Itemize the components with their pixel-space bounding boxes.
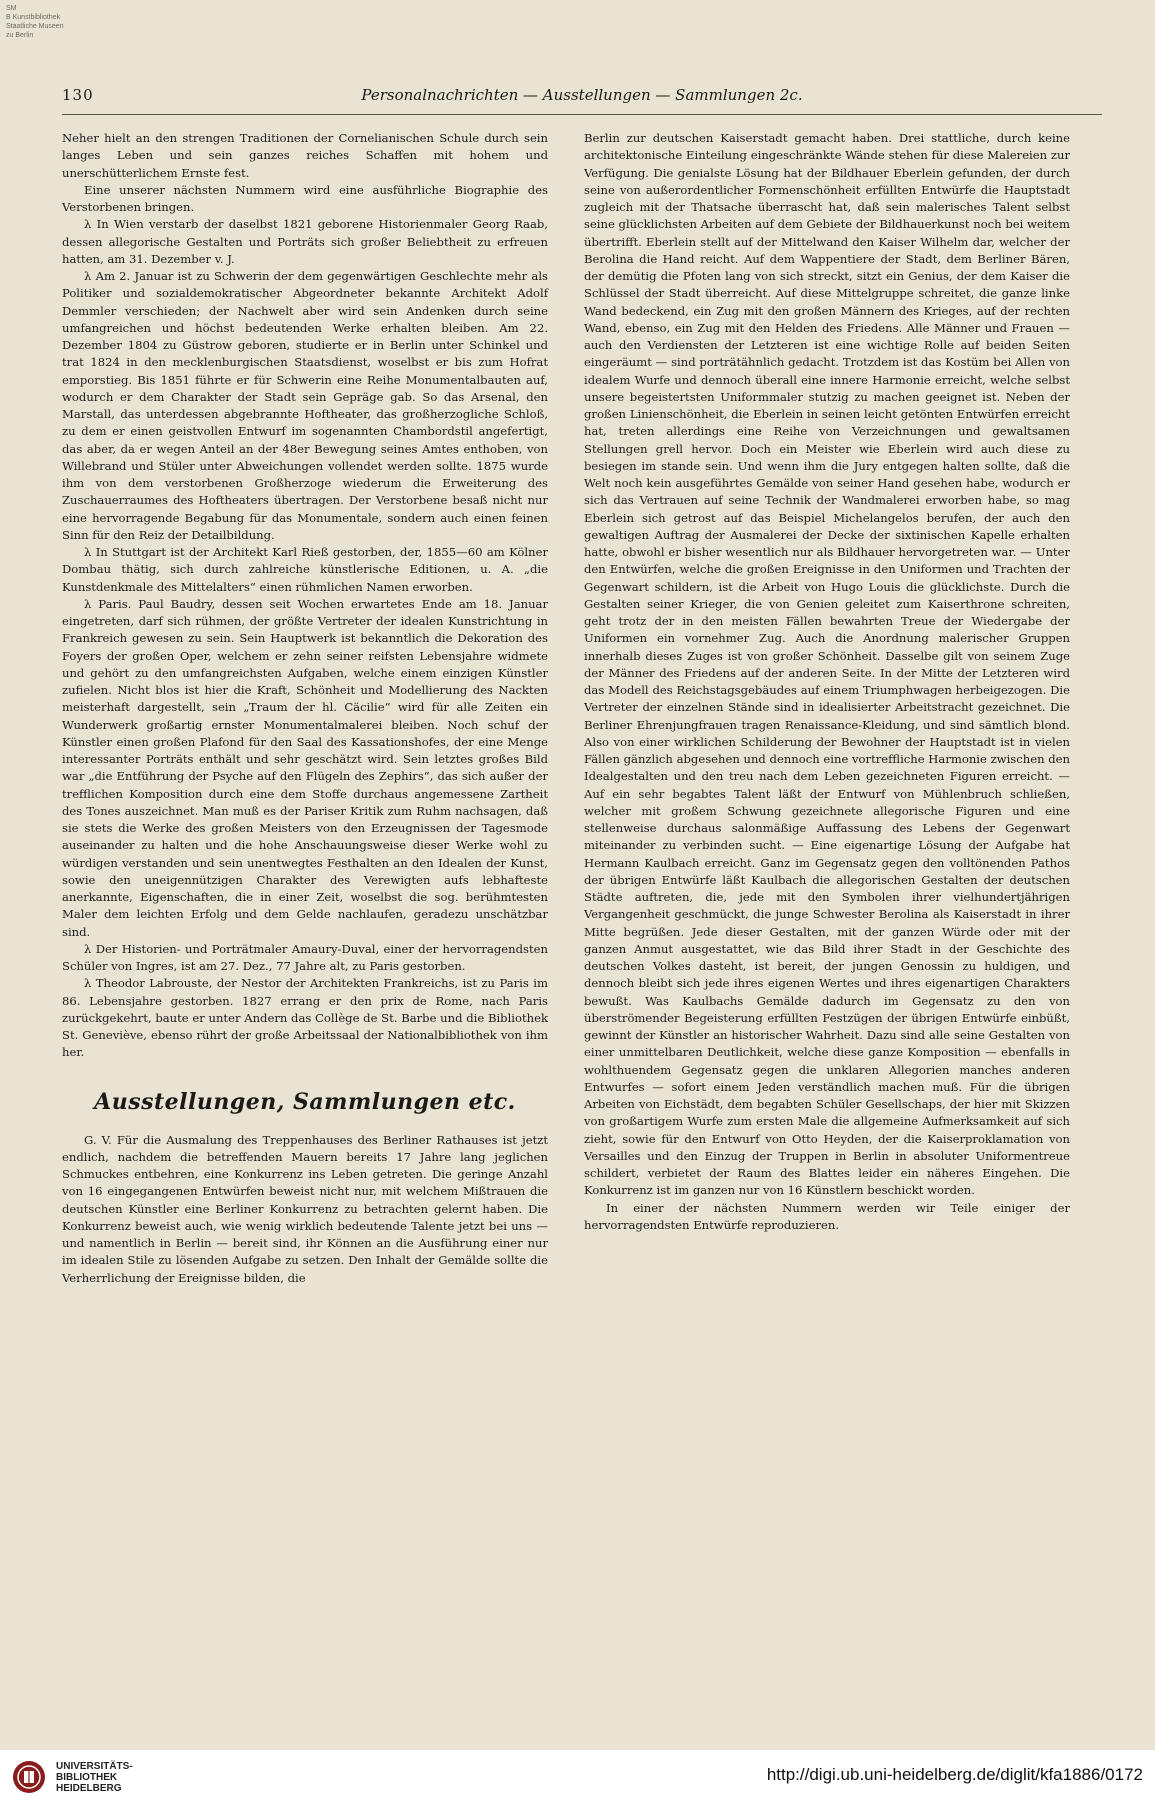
university-seal-icon [12,1760,46,1794]
paragraph: In einer der nächsten Nummern werden wir Teile einiger der hervorragendsten Entwürfe reproduzieren. [584,1200,1070,1232]
footer-bar [0,1750,1155,1799]
paragraph: Berlin zur deutschen Kaiserstadt gemacht haben. Drei stattliche, durch keine architektonische Einteilung eingeschränkte Wände stehen für diese Malereien zur Verfügung. Die genialste Lösung hat der Bildhauer Eberlein gefunden, der durch seine von außerordentlicher Formenschönheit erfüllten Entwürfe die Hauptstadt zugleich mit der Thatsache überrascht hat, daß sein malerisches Talent selbst seine glücklichsten Arbeiten auf dem Gebiete der Bildhauerkunst noch bei weitem übertrifft. Eberlein stellt auf der Mittelwand den Kaiser Wilhelm dar, welcher der Berolina die Hand reicht. Auf dem Wappentiere der Stadt, dem Berliner Bären, der demütig die Pfoten lang von sich streckt, sitzt ein Genius, der dem Kaiser die Schlüssel der Stadt überreicht. Auf diese Mittelgruppe schreitet, die ganze linke Wand bedeckend, ein Zug mit den großen Männern des Krieges, auf der rechten Wand, ebenso, ein Zug mit den Helden des Friedens. Alle Männer und Frauen — auch den Verdiensten der Letzteren ist eine wichtige Rolle auf beiden Seiten eingeräumt — sind porträtähnlich gedacht. Trotzdem ist das Kostüm bei Allen von idealem Wurfe und dennoch überall eine innere Harmonie erreicht, welche selbst unsere begeistertsten Uniformmaler stutzig zu machen geeignet ist. Neben der großen Linienschönheit, die Eberlein in seinen leicht getönten Entwürfen erreicht hat, treten allerdings eine Reihe von Verzeichnungen und gewaltsamen Stellungen grell hervor. Doch ein Meister wie Eberlein wird auch diese zu besiegen im stande sein. Und wenn ihm die Jury entgegen halten sollte, daß die Welt noch kein ausgeführtes Gemälde von seiner Hand gesehen habe, wodurch er sich das Vertrauen auf seine Technik der Wandmalerei erworben habe, so mag Eberlein sich getrost auf das Beispiel Michelangelos berufen, der auch den gewaltigen Auftrag der Ausmalerei der Decke der sixtinischen Kapelle erhalten hatte, obwohl er bisher wesentlich nur als Bildhauer hervorgetreten war. — Unter den Entwürfen, welche die großen Ereignisse in den Uniformen und Trachten der Gegenwart schildern, ist die Arbeit von Hugo Louis die glücklichste. Durch die Gestalten seiner Krieger, die von Genien geleitet zum Kaiserthrone schreiten, geht trotz der in den meisten Fällen bewahrten Treue der Wiedergabe der Uniformen ein vornehmer Zug. Auch die Anordnung malerischer Gruppen innerhalb dieses Zuges ist von großer Schönheit. Dasselbe gilt von seinem Zuge der Männer des Friedens auf der anderen Seite. In der Mitte der Letzteren wird das Modell des Reichstagsgebäudes auf einem Triumphwagen herbeigezogen. Die Vertreter der einzelnen Stände sind in idealisierter Arbeitstracht gezeichnet. Die Berliner Ehrenjungfrauen tragen Renaissance-Kleidung, und sind sämtlich blond. Also von einer wirklichen Schilderung der Bewohner der Hauptstadt ist in vielen Fällen gänzlich abgesehen und dennoch eine vortreffliche Harmonie zwischen den Idealgestalten und den treu nach dem Leben gezeichneten Figuren erreicht. — Auf ein sehr begabtes Talent läßt der Entwurf von Mühlenbruch schließen, welcher mit großem Schwung gezeichnete allegorische Figuren und eine stellenweise durchaus salonmäßige Auffassung des Lebens der Gegenwart miteinander zu verbinden sucht. — Eine eigenartige Lösung der Aufgabe hat Hermann Kaulbach erreicht. Ganz im Gegensatz gegen den volltönenden Pathos der übrigen Entwürfe läßt Kaulbach die allegorischen Gestalten der deutschen Städte auftreten, die, jede mit den Symbolen ihrer vielhundertjährigen Vergangenheit geschmückt, die junge Schwester Berolina als Kaiserstadt in ihrer Mitte begrüßen. Jede dieser Gestalten, mit der ganzen Würde oder mit der ganzen Anmut ausgestattet, wie das Bild ihrer Stadt in der Geschichte des deutschen Volkes dasteht, ist bereit, der jungen Genossin zu huldigen, und dennoch bleibt sich jede ihres eigenen Wertes und ihres eigenartigen Charakters bewußt. Was Kaulbachs Gemälde dadurch im Gegensatz zu den von überströmender Begeisterung erfüllten Festzügen der übrigen Entwürfe einbüßt, gewinnt der Künstler an historischer Wahrheit. Dazu sind alle seine Gestalten von einer unmittelbaren Deutlichkeit, welche diese ganze Komposition — ebenfalls in wohlthuendem Gegensatz gegen die unklaren Allegorien manches anderen Entwurfes — sofort einem Jeden verständlich machen muß. Für die übrigen Arbeiten von Eichstädt, dem begabten Schüler Gesellschaps, der hier mit Skizzen von großartigem Wurfe zum ersten Male die allgemeine Aufmerksamkeit auf sich zieht, sowie für den Entwurf von Otto Heyden, der die Kaiserproklamation von Versailles und den Einzug der Truppen in Berlin in absoluter Uniformentreue schildert, verbietet der Raum des Blattes leider ein näheres Eingehen. Die Konkurrenz ist im ganzen nur von 16 Künstlern beschickt worden. [584,131,1071,1198]
paragraph: λ Paris. Paul Baudry, dessen seit Wochen erwartetes Ende am 18. Januar eingetreten, darf sich rühmen, der größte Vertreter der idealen Kunstrichtung in Frankreich gewesen zu sein. Sein Hauptwerk ist bekanntlich die Dekoration des Foyers der großen Oper, welchem er zehn seiner reifsten Lebensjahre widmete und gehört zu den umfangreichsten Aufgaben, welche einem einzigen Künstler zufielen. Nicht blos ist hier die Kraft, Schönheit und Modellierung des Nackten meisterhaft dargestellt, sein „Traum der hl. Cäcilie“ wird für alle Zeiten ein Wunderwerk großartig ernster Monumentalmalerei bleiben. Noch schuf der Künstler einen großen Plafond für den Saal des Kassationshofes, der eine Menge interessanter Porträts enthält und sehr geschätzt wird. Sein letztes großes Bild war „die Entführung der Psyche auf den Flügeln des Zephirs“, das sich außer der trefflichen Komposition durch eine dem Stoffe durchaus angemessene Zartheit des Tones auszeichnet. Man muß es der Pariser Kritik zum Ruhm nachsagen, daß sie stets die Werke des großen Meisters von den Erzeugnissen der Tagesmode auseinander zu halten und die hohe Anschauungsweise dieser Werke wohl zu würdigen verstanden und sein unentwegtes Festhalten an den Idealen der Kunst, sowie den uneigennützigen Charakter des Verewigten aufs lebhafteste anerkannte, Eigenschaften, die in einer Zeit, woselbst die sog. berühmtesten Maler dem leichten Erfolg und dem Gelde nachlaufen, geradezu unschätzbar sind. [62,596,548,939]
header-rule [62,114,1102,115]
paragraph: λ Der Historien- und Porträtmaler Amaury-Duval, einer der hervorragendsten Schüler von Ingres, ist am 27. Dez., 77 Jahre alt, zu Paris gestorben. [62,941,548,973]
right-column [584,130,1070,1234]
permalink-url[interactable]: http://digi.ub.uni-heidelberg.de/diglit/kfa1886/0172 [766,1765,1143,1784]
paragraph: λ Am 2. Januar ist zu Schwerin der dem gegenwärtigen Geschlechte mehr als Politiker und sozialdemokratischer Abgeordneter bekannte Architekt Adolf Demmler verschieden; der Nachwelt aber wird sein Andenken durch seine umfangreichen und höchst bedeutenden Werke erhalten bleiben. Am 22. Dezember 1804 zu Güstrow geboren, studierte er in Berlin unter Schinkel und trat 1824 in den mecklenburgischen Staatsdienst, woselbst er bis zum Hofrat emporstieg. Bis 1851 führte er für Schwerin eine Reihe Monumentalbauten auf, wodurch er dem Charakter der Stadt sein Gepräge gab. So das Arsenal, den Marstall, das unterdessen abgebrannte Hoftheater, das großherzogliche Schloß, zu dem er einen geistvollen Entwurf im sogenannten Chambordstil angefertigt, das aber, da er wegen Anteil an der 48er Bewegung seines Amtes enthoben, von Willebrand und Stüler unter Abweichungen vollendet werden sollte. 1875 wurde ihm von dem verstorbenen Großherzoge wiederum die Erweiterung des Zuschauerraumes des Hoftheaters übertragen. Der Verstorbene besaß nicht nur eine hervorragende Begabung für das Monumentale, sondern auch einen feinen Sinn für den Reiz der Detailbildung. [62,269,548,542]
page-header [62,86,1102,110]
paragraph: λ Theodor Labrouste, der Nestor der Architekten Frankreichs, ist zu Paris im 86. Lebensjahre gestorben. 1827 errang er den prix de Rome, nach Paris zurückgekehrt, baute er unter Andern das Collège de St. Barbe und die Bibliothek St. Geneviève, ebenso rührt der große Arbeitssaal der Nationalbibliothek von ihm her. [62,976,548,1060]
stamp-line: B Kunstbibliothek [6,14,61,21]
paragraph: G. V. Für die Ausmalung des Treppenhauses des Berliner Rathauses ist jetzt endlich, nachdem die betreffenden Mauern bereits 17 Jahre lang jeglichen Schmuckes entbehren, eine Konkurrenz ins Leben getreten. Die geringe Anzahl von 16 eingegangenen Entwürfen beweist nicht nur, mit welchem Mißtrauen die deutschen Künstler eine Berliner Konkurrenz zu betrachten gelernt haben. Die Konkurrenz beweist auch, wie wenig wirklich bedeutende Talente jetzt bei uns — und namentlich in Berlin — bereit sind, ihr Können an die Ausführung einer nur im idealen Stile zu lösenden Aufgabe zu setzen. Den Inhalt der Gemälde sollte die Verherrlichung der Ereignisse bilden, die [62,1132,548,1285]
library-name-line: HEIDELBERG [56,1783,122,1794]
paragraph: Eine unserer nächsten Nummern wird eine ausführliche Biographie des Verstorbenen bringen. [62,182,548,214]
left-column [62,130,548,1287]
paragraph: λ In Stuttgart ist der Architekt Karl Rieß gestorben, der, 1855—60 am Kölner Dombau thätig, sich durch zahlreiche künstlerische Editionen, u. A. „die Kunstdenkmale des Mittelalters“ einen rühmlichen Namen erworben. [62,545,548,594]
paragraph: λ In Wien verstarb der daselbst 1821 geborene Historienmaler Georg Raab, dessen allegorische Gestalten und Porträts sich großer Beliebtheit zu erfreuen hatten, am 31. Dezember v. J. [62,217,548,266]
library-name-line: UNIVERSITÄTS- [56,1761,133,1772]
page-number: 130 [62,86,94,104]
running-title: Personalnachrichten — Ausstellungen — Sammlungen 2c. [361,86,803,104]
stamp-line: Staatliche Museen [6,23,64,30]
library-name [56,1761,133,1794]
section-title: Ausstellungen, Sammlungen etc. [94,1088,516,1115]
library-name-line: BIBLIOTHEK [56,1772,118,1783]
stamp-line: zu Berlin [6,32,34,39]
stamp-line: SM [6,5,17,12]
paragraph: Neher hielt an den strengen Traditionen der Cornelianischen Schule durch sein langes Leben und sein ganzes reiches Schaffen mit hohem und unerschütterlichem Ernste fest. [62,131,548,180]
library-stamp [6,4,86,40]
